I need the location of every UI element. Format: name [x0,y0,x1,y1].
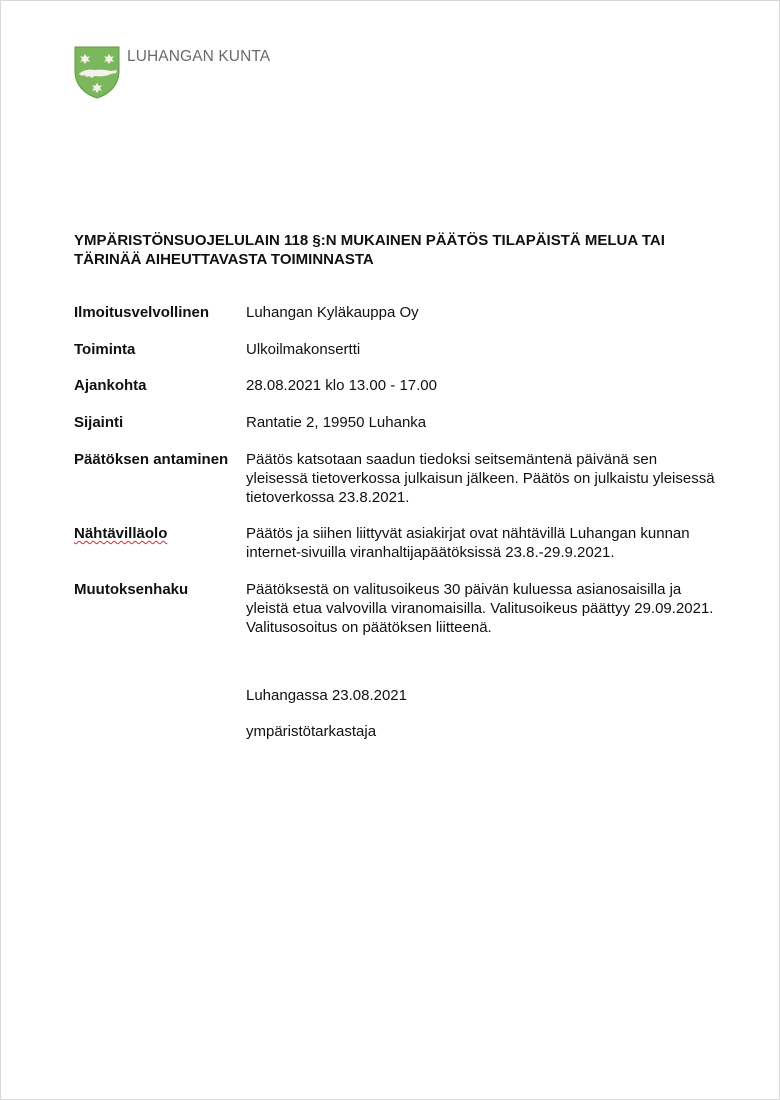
field-value-line: Päätöksestä on valitusoikeus 30 päivän kuluessa asianosaisilla ja [246,581,682,598]
signature-role: ympäristötarkastaja [246,723,377,740]
decision-fields [74,303,754,640]
field-value [246,524,754,580]
field-paatoksen-antaminen [74,450,754,524]
field-value-line: Luhangan Kyläkauppa Oy [246,304,419,321]
field-ilmoitusvelvollinen [74,303,754,340]
field-value [246,580,754,640]
field-value [246,340,754,376]
field-value-line: tietoverkossa 23.8.2021. [246,489,410,506]
title-line-2: TÄRINÄÄ AIHEUTTAVASTA TOIMINNASTA [74,251,374,268]
municipal-crest-icon [73,45,121,99]
field-value-line: yleisessä tietoverkossa julkaisun jälkeen. Päätös on julkaistu yleisessä [246,470,715,487]
field-value-line: yleistä etua valvovilla viranomaisilla. Valitusoikeus päättyy 29.09.2021. [246,600,714,617]
field-value [246,413,754,450]
field-muutoksenhaku [74,580,754,640]
field-label [74,524,246,580]
field-value [246,450,754,524]
field-value-line: Ulkoilmakonsertti [246,341,361,358]
field-value-line: 28.08.2021 klo 13.00 - 17.00 [246,377,437,394]
field-value-line: Rantatie 2, 19950 Luhanka [246,414,427,431]
organization-name: LUHANGAN KUNTA [127,48,271,65]
letterhead [73,45,270,99]
field-label: Ajankohta [74,377,147,394]
field-value-line: Valitusosoitus on päätöksen liitteenä. [246,619,492,636]
field-value [246,376,754,413]
spellcheck-underlined-label: Nähtävilläolo [74,525,168,542]
field-value-line: Päätös katsotaan saadun tiedoksi seitsemäntenä päivänä sen [246,451,658,468]
document-title [74,231,734,269]
field-value [246,303,754,340]
field-sijainti [74,413,754,450]
field-label: Päätöksen antaminen [74,451,229,468]
signature-place-date: Luhangassa 23.08.2021 [246,687,407,704]
field-label: Sijainti [74,414,124,431]
field-toiminta [74,340,754,376]
field-value-line: internet-sivuilla viranhaltijapäätöksissä 23.8.-29.9.2021. [246,544,615,561]
field-label: Muutoksenhaku [74,581,189,598]
field-label: Toiminta [74,341,136,358]
field-label: Ilmoitusvelvollinen [74,304,210,321]
field-nahtavillaolo [74,524,754,580]
title-line-1: YMPÄRISTÖNSUOJELULAIN 118 §:N MUKAINEN PÄÄTÖS TILAPÄISTÄ MELUA TAI [74,232,665,249]
field-ajankohta [74,376,754,413]
field-value-line: Päätös ja siihen liittyvät asiakirjat ovat nähtävillä Luhangan kunnan [246,525,690,542]
